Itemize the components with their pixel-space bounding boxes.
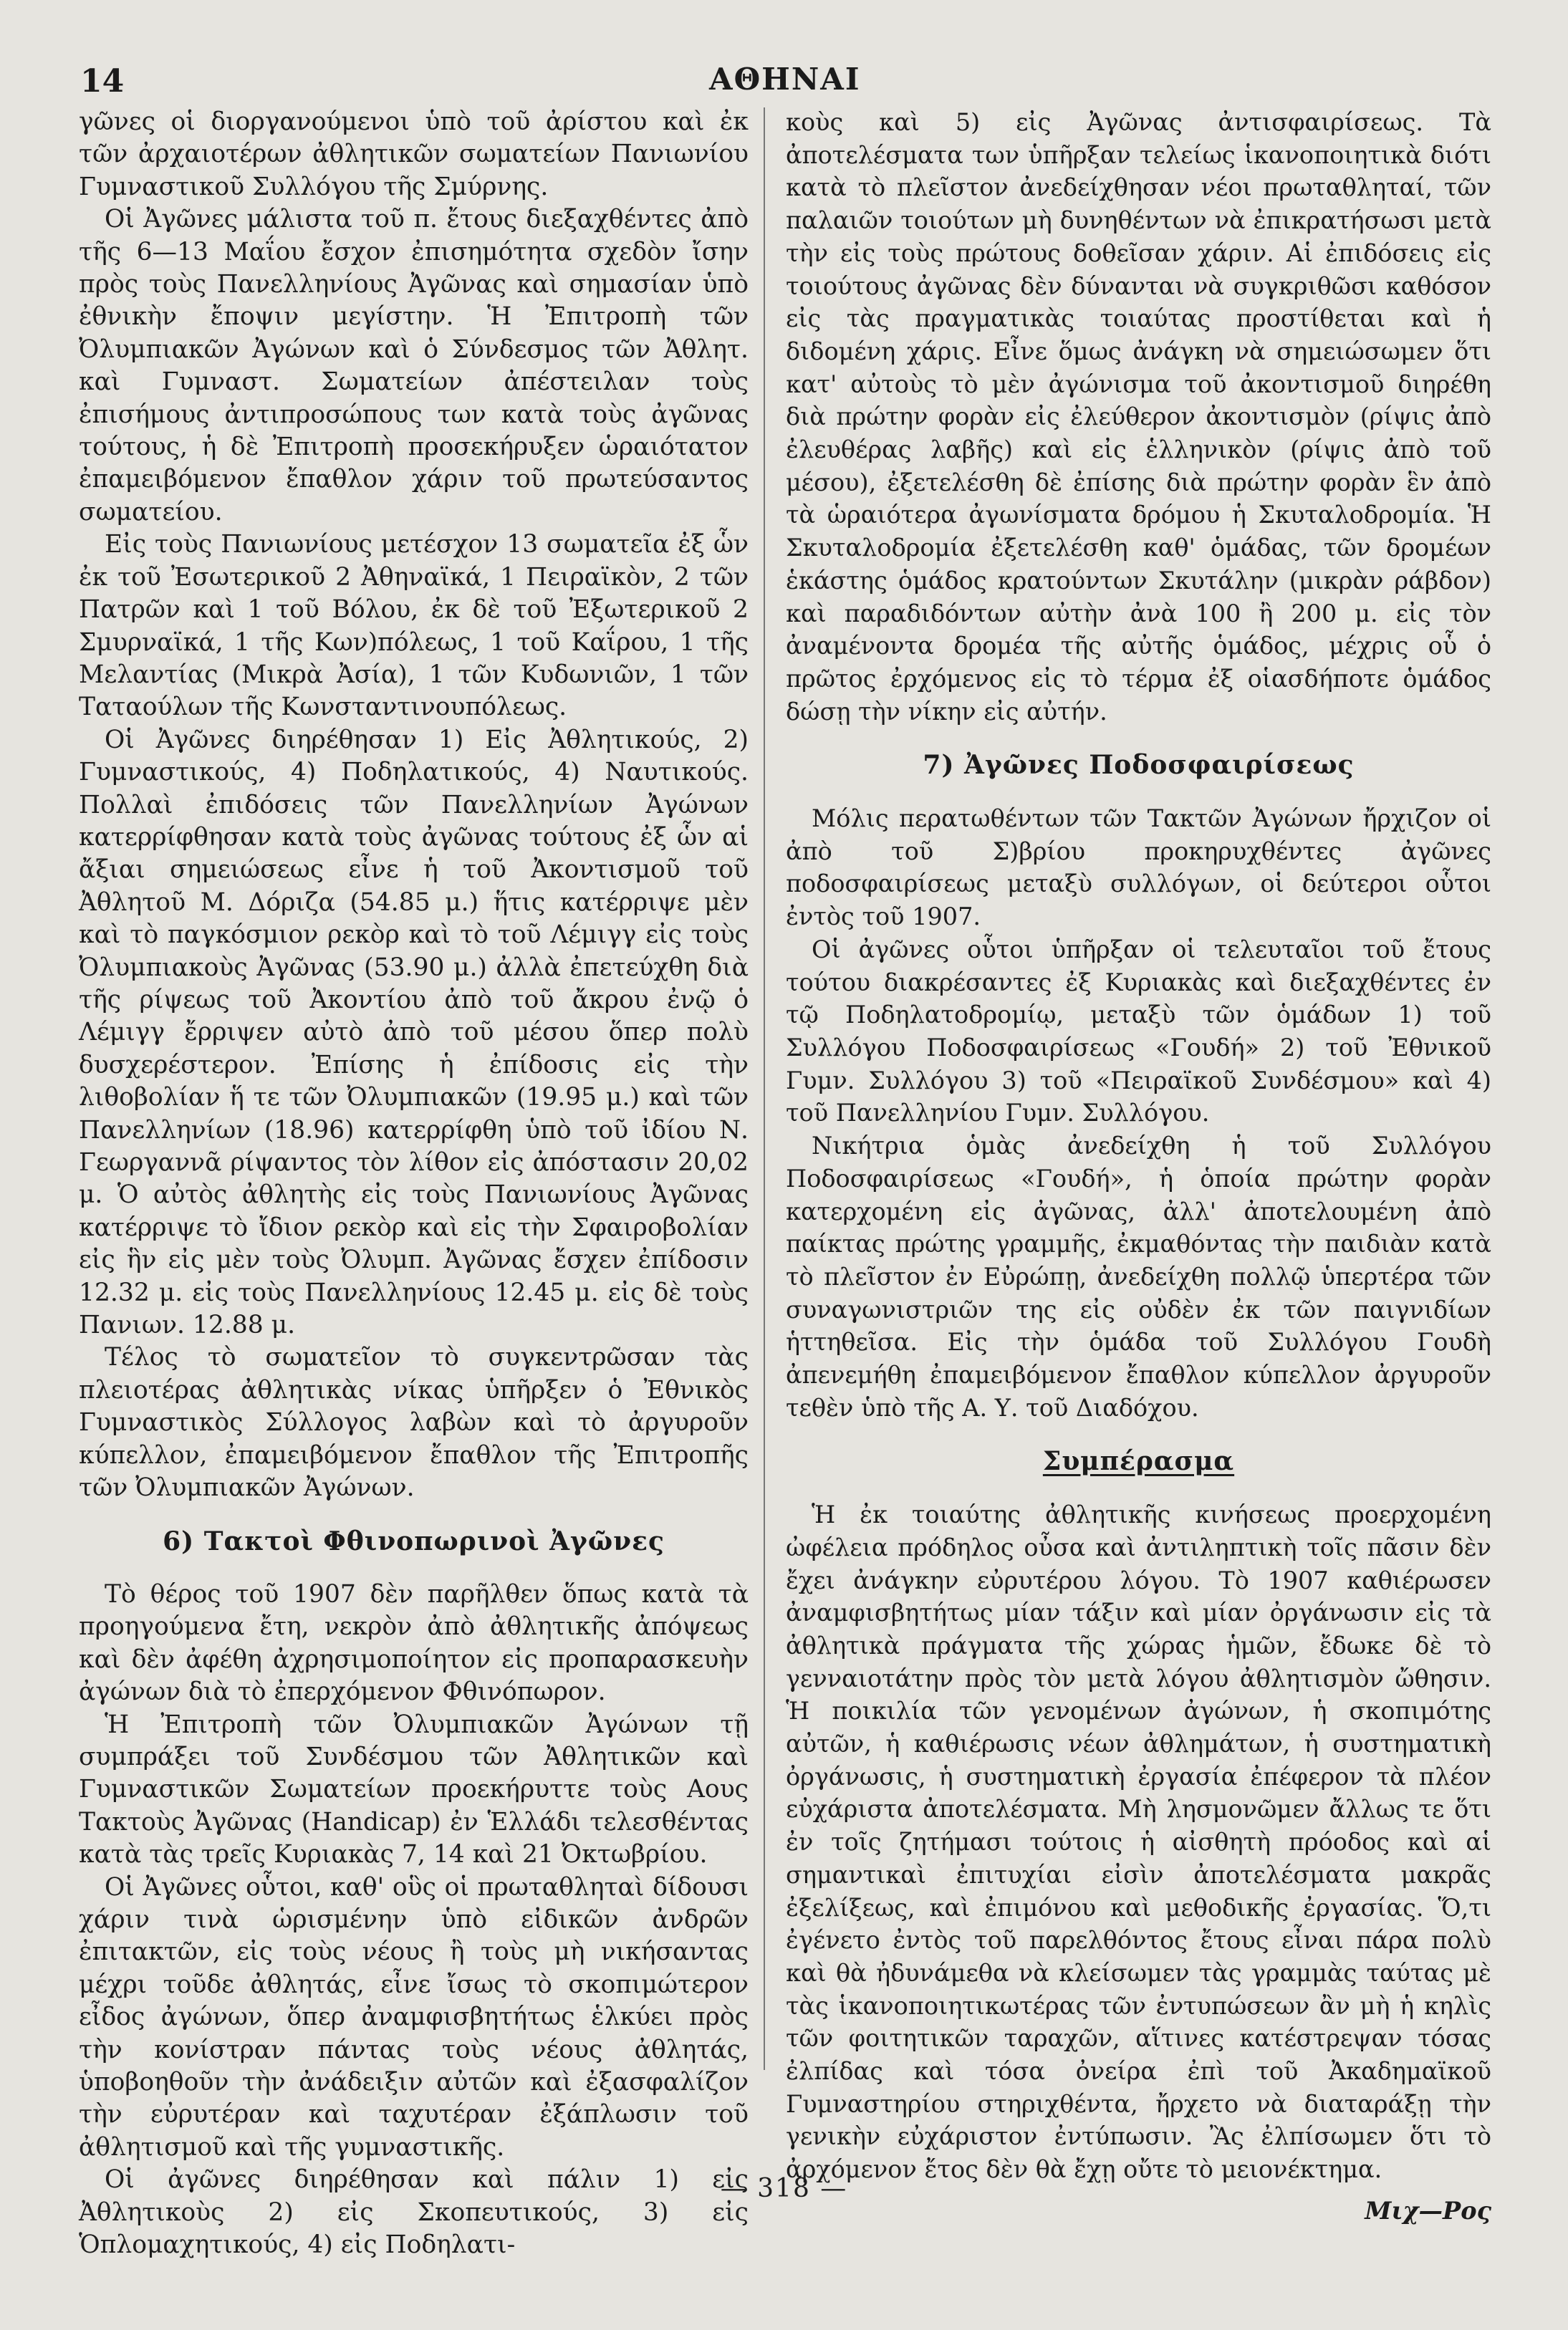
paragraph: Οἱ Ἀγῶνες οὗτοι, καθ' οὓς οἱ πρωταθληταὶ δίδουσι χάριν τινὰ ὡρισμένην ὑπὸ εἰδικῶν ἀνδρῶν ἐπιτακτῶν, εἰς τοὺς νέους ἢ τοὺς μὴ νικήσαντας μέχρι τοῦδε ἀθλητάς, εἶνε ἴσως τὸ σκοπιμώτερον εἶδος ἀγώνων, ὅπερ ἀναμφισβητήτως ἑλκύει πρὸς τὴν κονίστραν πάντας τοὺς νέους ἀθλητάς, ὑποβοηθοῦν τὴν ἀνάδειξιν αὐτῶν καὶ ἐξασφαλίζον τὴν εὐρυτέραν καὶ ταχυτέραν ἐξάπλωσιν τοῦ ἀθλητισμοῦ καὶ τῆς γυμναστικῆς. — [79, 1872, 749, 2162]
paragraph: Εἰς τοὺς Πανιωνίους μετέσχον 13 σωματεῖα ἐξ ὧν ἐκ τοῦ Ἐσωτερικοῦ 2 Ἀθηναϊκά, 1 Πειραϊκὸν, 2 τῶν Πατρῶν καὶ 1 τοῦ Βόλου, ἐκ δὲ τοῦ Ἐξωτερικοῦ 2 Σμυρναϊκά, 1 τῆς Κων)πόλεως, 1 τοῦ Καΐρου, 1 τῆς Μελαντίας (Μικρὰ Ἀσία), 1 τῶν Κυδωνιῶν, 1 τῶν Ταταούλων τῆς Κωνσταντινουπόλεως. — [79, 530, 749, 722]
left-column — [79, 106, 749, 2261]
paragraph: Οἱ Ἀγῶνες διηρέθησαν 1) Εἰς Ἀθλητικούς, 2) Γυμναστικούς, 4) Ποδηλατικούς, 4) Ναυτικούς. Πολλαὶ ἐπιδόσεις τῶν Πανελληνίων Ἀγώνων κατερρίφθησαν κατὰ τοὺς ἀγῶνας τούτους ἐξ ὧν αἱ ἄξιαι σημειώσεως εἶνε ἡ τοῦ Ἀκοντισμοῦ τοῦ Ἀθλητοῦ Μ. Δόριζα (54.85 μ.) ἥτις κατέρριψε μὲν καὶ τὸ παγκόσμιον ρεκὸρ καὶ τὸ τοῦ Λέμιγγ εἰς τοὺς Ὀλυμπιακοὺς Ἀγῶνας (53.90 μ.) ἀλλὰ ἐπετεύχθη διὰ τῆς ρίψεως τοῦ Ἀκοντίου ἀπὸ τοῦ ἄκρου ἐνῷ ὁ Λέμιγγ ἔρριψεν αὐτὸ ἀπὸ τοῦ μέσου ὅπερ πολὺ δυσχερέστερον. Ἐπίσης ἡ ἐπίδοσις εἰς τὴν λιθοβολίαν ἥ τε τῶν Ὀλυμπιακῶν (19.95 μ.) καὶ τῶν Πανελληνίων (18.96) κατερρίφθη ὑπὸ τοῦ ἰδίου Ν. Γεωργαννᾶ ρίψαντος τὸν λίθον εἰς ἀπόστασιν 20,02 μ. Ὁ αὐτὸς ἀθλητὴς εἰς τοὺς Πανιωνίους Ἀγῶνας κατέρριψε τὸ ἴδιον ρεκὸρ καὶ εἰς τὴν Σφαιροβολίαν εἰς ἣν εἰς μὲν τοὺς Ὀλυμπ. Ἀγῶνας ἔσχεν ἐπίδοσιν 12.32 μ. εἰς τοὺς Πανελληνίους 12.45 μ. εἰς δὲ τοὺς Πανιων. 12.88 μ. — [79, 725, 749, 1340]
right-column — [786, 106, 1491, 2228]
paragraph: Οἱ ἀγῶνες διηρέθησαν καὶ πάλιν 1) εἰς Ἀθλητικοὺς 2) εἰς Σκοπευτικούς, 3) εἰς Ὁπλομαχητικούς, 4) εἰς Ποδηλατι- — [79, 2165, 749, 2259]
paragraph: Οἱ ἀγῶνες οὗτοι ὑπῆρξαν οἱ τελευταῖοι τοῦ ἔτους τούτου διακρέσαντες ἐξ Κυριακὰς καὶ διεξαχθέντες ἐν τῷ Ποδηλατοδρομίῳ, μεταξὺ τῶν ὁμάδων 1) τοῦ Συλλόγου Ποδοσφαιρίσεως «Γουδή» 2) τοῦ Ἐθνικοῦ Γυμν. Συλλόγου 3) τοῦ «Πειραϊκοῦ Συνδέσμου» καὶ 4) τοῦ Πανελληνίου Γυμν. Συλλόγου. — [786, 935, 1491, 1127]
paragraph: Οἱ Ἀγῶνες μάλιστα τοῦ π. ἔτους διεξαχθέντες ἀπὸ τῆς 6—13 Μαΐου ἔσχον ἐπισημότητα σχεδὸν ἴσην πρὸς τοὺς Πανελληνίους Ἀγῶνας καὶ σημασίαν ὑπὸ ἐθνικὴν ἔποψιν μεγίστην. Ἡ Ἐπιτροπὴ τῶν Ὀλυμπιακῶν Ἀγώνων καὶ ὁ Σύνδεσμος τῶν Ἀθλητ. καὶ Γυμναστ. Σωματείων ἀπέστειλαν τοὺς ἐπισήμους ἀντιπροσώπους των κατὰ τοὺς ἀγῶνας τούτους, ἡ δὲ Ἐπιτροπὴ προσεκήρυξεν ὡραιότατον ἐπαμειβόμενον ἔπαθλον χάριν τοῦ πρωτεύσαντος σωματείου. — [79, 205, 749, 526]
page-number: 14 — [80, 63, 125, 100]
section-heading: Συμπέρασμα — [1042, 1446, 1235, 1477]
running-head: ΑΘΗΝΑΙ — [709, 62, 861, 97]
paragraph: Ἡ Ἐπιτροπὴ τῶν Ὀλυμπιακῶν Ἀγώνων τῇ συμπράξει τοῦ Συνδέσμου τῶν Ἀθλητικῶν καὶ Γυμναστικῶν Σωματείων προεκήρυττε τοὺς Αους Τακτοὺς Ἀγῶνας (Handicap) ἐν Ἑλλάδι τελεσθέντας κατὰ τὰς τρεῖς Κυριακὰς 7, 14 καὶ 21 Ὀκτωβρίου. — [79, 1710, 749, 1869]
paragraph: Τέλος τὸ σωματεῖον τὸ συγκεντρῶσαν τὰς πλειοτέρας ἀθλητικὰς νίκας ὑπῆρξεν ὁ Ἐθνικὸς Γυμναστικὸς Σύλλογος λαβὼν καὶ τὸ ἀργυροῦν κύπελλον, ἐπαμειβόμενον ἔπαθλον τῆς Ἐπιτροπῆς τῶν Ὀλυμπιακῶν Ἀγώνων. — [79, 1343, 749, 1503]
column-divider — [764, 107, 765, 2070]
paragraph: γῶνες οἱ διοργανούμενοι ὑπὸ τοῦ ἀρίστου καὶ ἐκ τῶν ἀρχαιοτέρων ἀθλητικῶν σωματείων Πανιωνίου Γυμναστικοῦ Συλλόγου τῆς Σμύρνης. — [79, 107, 749, 201]
paragraph: Νικήτρια ὁμὰς ἀνεδείχθη ἡ τοῦ Συλλόγου Ποδοσφαιρίσεως «Γουδή», ἡ ὁποία πρώτην φορὰν κατερχομένη εἰς ἀγῶνας, ἀλλ' ἀποτελουμένη ἀπὸ παίκτας πρώτης γραμμῆς, ἐκμαθόντας τὴν παιδιὰν κατὰ τὸ πλεῖστον ἐν Εὐρώπῃ, ἀνεδείχθη πολλῷ ὑπερτέρα τῶν συναγωνιστριῶν της εἰς οὐδὲν ἐκ τῶν παιγνιδίων ἡττηθεῖσα. Εἰς τὴν ὁμάδα τοῦ Συλλόγου Γουδὴ ἀπενεμήθη ἐπαμειβόμενον ἔπαθλον κύπελλον ἀργυροῦν τεθὲν ὑπὸ τῆς Α. Υ. τοῦ Διαδόχου. — [786, 1132, 1491, 1422]
author-signature: Μιχ—Ρος — [1365, 2196, 1491, 2225]
paragraph: Τὸ θέρος τοῦ 1907 δὲν παρῆλθεν ὅπως κατὰ τὰ προηγούμενα ἔτη, νεκρὸν ἀπὸ ἀθλητικῆς ἀπόψεως καὶ δὲν ἀφέθη ἀχρησιμοποίητον εἰς προπαρασκευὴν ἀγώνων διὰ τὸ ἐπερχόμενον Φθινόπωρον. — [79, 1579, 749, 1707]
section-heading: 6) Τακτοὶ Φθινοπωρινοὶ Ἀγῶνες — [163, 1526, 665, 1557]
paragraph: Ἡ ἐκ τοιαύτης ἀθλητικῆς κινήσεως προερχομένη ὠφέλεια πρόδηλος οὖσα καὶ ἀντιληπτικὴ τοῖς πᾶσιν δὲν ἔχει ἀνάγκην εὐρυτέρου λόγου. Τὸ 1907 καθιέρωσεν ἀναμφισβητήτως μίαν τάξιν καὶ μίαν ὀργάνωσιν εἰς τὰ ἀθλητικὰ πράγματα τῆς χώρας ἡμῶν, ἔδωκε δὲ τὸ γενναιοτάτην πρὸς τὸν μετὰ λόγου ἀθλητισμὸν ὤθησιν. Ἡ ποικιλία τῶν γενομένων ἀγώνων, ἡ σκοπιμότης αὐτῶν, ἡ καθιέρωσις νέων ἀθλημάτων, ἡ συστηματικὴ ὀργάνωσις, ἡ συστηματικὴ ἐργασία ἐπέφερον τὰ πλέον εὐχάριστα ἀποτελέσματα. Μὴ λησμονῶμεν ἄλλως τε ὅτι ἐν τοῖς ζητήμασι τούτοις ἡ αἰσθητὴ πρόοδος καὶ αἱ σημαντικαὶ ἐπιτυχίαι εἰσὶν ἀποτελέσματα μακρᾶς ἐξελίξεως, καὶ ἐπιμόνου καὶ μεθοδικῆς ἐργασίας. Ὅ,τι ἐγένετο ἐντὸς τοῦ παρελθόντος ἔτους εἶναι πάρα πολὺ καὶ θὰ ἠδυνάμεθα νὰ κλείσωμεν τὰς γραμμὰς ταύτας μὲ τὰς ἱκανοποιητικωτέρας τῶν ἐντυπώσεων ἂν μὴ ἡ κηλὶς τῶν φοιτητικῶν ταραχῶν, αἵτινες κατέστρεψαν τόσας ἐλπίδας καὶ τόσα ὀνείρα ἐπὶ τοῦ Ἀκαδημαϊκοῦ Γυμναστηρίου στηριχθέντα, ἤρχετο νὰ διαταράξῃ τὴν γενικὴν εὐχάριστον ἐντύπωσιν. Ἂς ἐλπίσωμεν ὅτι τὸ ἀρχόμενον ἔτος δὲν θὰ ἔχῃ οὔτε τὸ μειονέκτημα. — [786, 1501, 1491, 2184]
paragraph: κοὺς καὶ 5) εἰς Ἀγῶνας ἀντισφαιρίσεως. Τὰ ἀποτελέσματα των ὑπῆρξαν τελείως ἱκανοποιητικὰ διότι κατὰ τὸ πλεῖστον ἀνεδείχθησαν νέοι πρωταθληταί, τῶν παλαιῶν τοιούτων μὴ δυνηθέντων νὰ ἐπικρατήσωσι μετὰ τὴν εἰς τοὺς πρώτους δοθεῖσαν χάριν. Αἱ ἐπιδόσεις εἰς τοιούτους ἀγῶνας δὲν δύνανται νὰ συγκριθῶσι καθόσον εἰς τὰς πραγματικὰς τοιαύτας προστίθεται καὶ ἡ διδομένη χάρις. Εἶνε ὅμως ἀνάγκη νὰ σημειώσωμεν ὅτι κατ' αὐτοὺς τὸ μὲν ἀγώνισμα τοῦ ἀκοντισμοῦ διηρέθη διὰ πρώτην φορὰν εἰς ἐλεύθερον ἀκοντισμὸν (ρίψις ἀπὸ ἐλευθέρας λαβῆς) καὶ εἰς ἑλληνικὸν (ρίψις ἀπὸ τοῦ μέσου), ἐξετελέσθη δὲ ἐπίσης διὰ πρώτην φορὰν ἓν ἀπὸ τὰ ὡραιότερα ἀγωνίσματα δρόμου ἡ Σκυταλοδρομία. Ἡ Σκυταλοδρομία ἐξετελέσθη καθ' ὁμάδας, τῶν δρομέων ἑκάστης ὁμάδος κρατούντων Σκυτάλην (μικρὰν ράβδον) καὶ παραδιδόντων αὐτὴν ἀνὰ 100 ἢ 200 μ. εἰς τὸν ἀναμένοντα δρομέα τῆς αὐτῆς ὁμάδος, μέχρις οὗ ὁ πρῶτος ἐρχόμενος εἰς τὸ τέρμα ἐξ οἱασδήποτε ὁμάδος δώσῃ τὴν νίκην εἰς αὐτήν. — [786, 108, 1491, 726]
folio-number: — 318 — — [720, 2174, 848, 2203]
paragraph: Μόλις περατωθέντων τῶν Τακτῶν Ἀγώνων ἤρχιζον οἱ ἀπὸ τοῦ Σ)βρίου προκηρυχθέντες ἀγῶνες ποδοσφαιρίσεως μεταξὺ συλλόγων, οἱ δεύτεροι οὗτοι ἐντὸς τοῦ 1907. — [786, 804, 1491, 931]
section-heading: 7) Ἀγῶνες Ποδοσφαιρίσεως — [923, 750, 1355, 781]
